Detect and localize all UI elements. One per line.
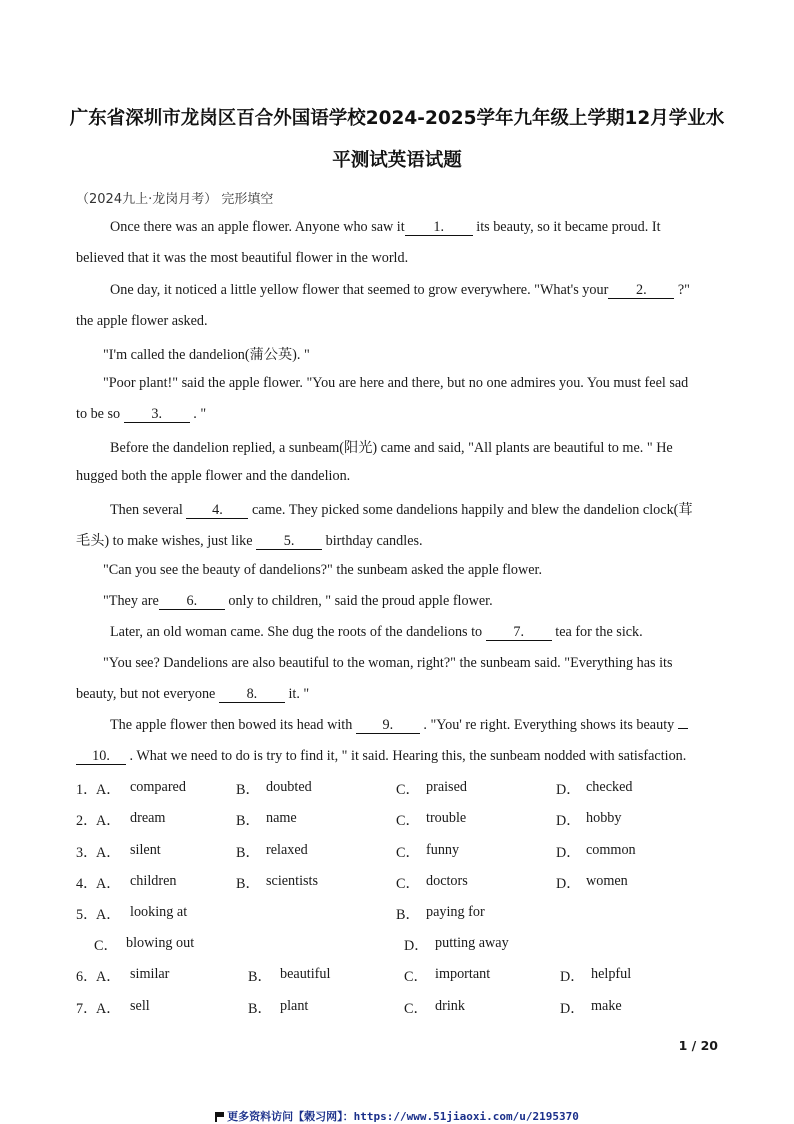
option-b[interactable]: plant bbox=[280, 998, 309, 1014]
passage-line: the apple flower asked. bbox=[76, 313, 208, 329]
title-line-2: 平测试英语试题 bbox=[332, 150, 462, 171]
option-a[interactable]: silent bbox=[130, 842, 161, 858]
passage-line: One day, it noticed a little yellow flower that seemed to grow everywhere. "What's your 2. ?" bbox=[110, 282, 690, 298]
blank-5: 5. bbox=[256, 534, 322, 550]
footer-text: 更多资料访问【榖习网】：https://www.51jiaoxi.com/u/2195370 bbox=[227, 1110, 579, 1123]
passage-line: Once there was an apple flower. Anyone who saw it 1. its beauty, so it became proud. It bbox=[110, 219, 661, 235]
option-d[interactable]: checked bbox=[586, 779, 633, 795]
option-d[interactable]: women bbox=[586, 873, 628, 889]
passage-line: "They are 6. only to children, " said the proud apple flower. bbox=[103, 593, 493, 609]
option-c[interactable]: blowing out bbox=[126, 935, 195, 951]
option-c[interactable]: praised bbox=[426, 779, 467, 795]
passage-line: "I'm called the dandelion(蒲公英). " bbox=[103, 347, 310, 363]
option-c[interactable]: important bbox=[435, 966, 491, 982]
passage-line: "Poor plant!" said the apple flower. "You are here and there, but no one admires you. You must feel sad bbox=[103, 375, 689, 391]
option-a[interactable]: sell bbox=[130, 998, 150, 1014]
footer-link[interactable] bbox=[0, 1108, 794, 1124]
passage-line: believed that it was the most beautiful flower in the world. bbox=[76, 250, 409, 266]
option-b[interactable]: relaxed bbox=[266, 842, 308, 858]
page-number: 1 / 20 bbox=[678, 1038, 718, 1053]
passage-line: beauty, but not everyone 8. it. " bbox=[76, 686, 310, 702]
blank-9: 9. bbox=[356, 718, 420, 734]
blank-3: 3. bbox=[124, 407, 190, 423]
title-line-1: 广东省深圳市龙岗区百合外国语学校2024-2025学年九年级上学期12月学业水 bbox=[69, 108, 725, 129]
blank-6: 6. bbox=[159, 594, 225, 610]
flag-icon bbox=[215, 1112, 224, 1121]
option-b[interactable]: name bbox=[266, 810, 297, 826]
passage-line: Then several 4. came. They picked some dandelions happily and blew the dandelion clock(茸 bbox=[110, 502, 693, 518]
option-c[interactable]: doctors bbox=[426, 873, 468, 889]
option-d[interactable]: putting away bbox=[435, 935, 509, 951]
blank-10: 10. bbox=[76, 749, 126, 765]
blank-7: 7. bbox=[486, 625, 552, 641]
passage-line: 10. . What we need to do is try to find it, " it said. Hearing this, the sunbeam nodded with satisfaction. bbox=[76, 748, 686, 765]
option-a[interactable]: children bbox=[130, 873, 177, 889]
option-b[interactable]: beautiful bbox=[280, 966, 331, 982]
option-a[interactable]: looking at bbox=[130, 904, 188, 920]
question-source bbox=[76, 188, 273, 207]
option-a[interactable]: compared bbox=[130, 779, 186, 795]
passage-line: The apple flower then bowed its head with 9. . "You' re right. Everything shows its beauty bbox=[110, 717, 688, 734]
option-a[interactable]: dream bbox=[130, 810, 166, 826]
passage-line: "You see? Dandelions are also beautiful to the woman, right?" the sunbeam said. "Everything has its bbox=[103, 655, 673, 671]
option-b[interactable]: scientists bbox=[266, 873, 319, 889]
option-c[interactable]: drink bbox=[435, 998, 465, 1014]
blank-4: 4. bbox=[186, 503, 248, 519]
passage-line: Later, an old woman came. She dug the roots of the dandelions to 7. tea for the sick. bbox=[110, 624, 643, 640]
option-b[interactable]: doubted bbox=[266, 779, 312, 795]
blank-2: 2. bbox=[608, 283, 674, 299]
passage-line: 毛头) to make wishes, just like 5. birthday candles. bbox=[76, 533, 423, 549]
option-d[interactable]: common bbox=[586, 842, 636, 858]
option-c[interactable]: trouble bbox=[426, 810, 467, 826]
passage-line: to be so 3. . " bbox=[76, 406, 207, 422]
option-d[interactable]: helpful bbox=[591, 966, 632, 982]
option-b[interactable]: paying for bbox=[426, 904, 485, 920]
option-a[interactable]: similar bbox=[130, 966, 170, 982]
passage-line: Before the dandelion replied, a sunbeam(阳光) came and said, "All plants are beautiful to me. " He bbox=[110, 440, 673, 456]
option-d[interactable]: make bbox=[591, 998, 622, 1014]
passage-line: hugged both the apple flower and the dandelion. bbox=[76, 468, 351, 484]
blank-8: 8. bbox=[219, 687, 285, 703]
option-c[interactable]: funny bbox=[426, 842, 460, 858]
question-type: 完形填空 bbox=[221, 192, 274, 207]
blank-1: 1. bbox=[405, 220, 473, 236]
option-d[interactable]: hobby bbox=[586, 810, 622, 826]
passage-line: "Can you see the beauty of dandelions?" the sunbeam asked the apple flower. bbox=[103, 562, 543, 578]
source-tag: （2024九上·龙岗月考） bbox=[76, 192, 218, 207]
